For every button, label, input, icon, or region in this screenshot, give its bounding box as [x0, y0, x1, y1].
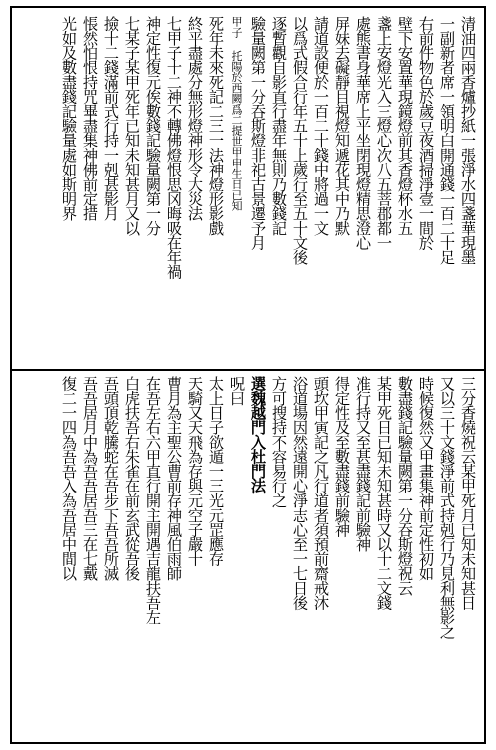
text-column: 三分香燒祝云某甲死月已知未知甚日: [459, 376, 477, 610]
text-column: 撿十二錢滿前式行持一剋甚影月: [102, 16, 120, 221]
text-column: 壁下安置華現鏡燈前其香燈杯水五: [396, 16, 414, 236]
text-column: 在吾左右六甲直行開主開遇吉龍扶吾左: [144, 376, 162, 625]
text-column: 吾頭頂乾騰蛇在吾步下吾吾所滅: [102, 376, 120, 581]
text-column: 又以三十文錢淨前式持剋行乃見利無影之: [438, 376, 456, 639]
text-column: 終平盡處分無形燈神形令大災法: [186, 16, 204, 221]
text-column: 悵然怕恨持咒畢盡集神佛前定措: [81, 16, 99, 221]
text-column: 方可搜持不容易行之: [270, 376, 288, 508]
text-column: 復二一四為吾吾入為吾居中間以: [60, 376, 78, 581]
text-column: 光如及數盡錢記驗量處如斯明界: [60, 16, 78, 221]
text-column: 清油四兩香爐抄紙一張淨水四盞華現墨: [459, 16, 477, 265]
text-column: 呪曰: [228, 376, 246, 406]
text-column: 時候復然又甲畫集神前定性初如: [417, 376, 435, 581]
text-column: 數盡錢記驗量闕第一分吞斯燈祝云: [396, 376, 414, 596]
text-column: 某甲死日已知未知甚時又以十二文錢: [375, 376, 393, 610]
text-column: 驗量闕第一分吞斯燈非祀古景遷予月: [249, 16, 267, 250]
text-column: 右前件物色於歲豆夜酒掃淨壹一間於: [417, 16, 435, 250]
text-column: 得定性及至數盡錢前驗神: [333, 376, 351, 537]
text-column: 白虎扶吾右朱雀在前玄武從吾後: [123, 376, 141, 581]
text-column: 天騎又天飛為存與元空子嚴十: [186, 376, 204, 566]
lower-text-block: [18, 376, 478, 736]
text-column: 太上日子欲遁一三光元罡應存: [207, 376, 225, 566]
text-column: 死年未來死記二三一法神燈形影戲: [207, 16, 225, 236]
text-column: 盞上安燈光入三燈心次八五菩郡都一: [375, 16, 393, 250]
text-column: 屏妹去礙靜目視燈知遞花其中乃默: [333, 16, 351, 236]
text-column: 七某子某甲死年已知未知甚月又以: [123, 16, 141, 236]
text-column: 准行持又至甚盡錢記前驗神: [354, 376, 372, 552]
scripture-page: [10, 6, 486, 744]
horizontal-divider: [12, 369, 484, 371]
text-column: 曹月為主聖公曹前存神風伯雨師: [165, 376, 183, 581]
text-column: 一副新者席一領明白開通錢一百二十足: [438, 16, 456, 265]
text-column: 浴道場因然遠開心淨志心至一七日後: [291, 376, 309, 610]
text-column: 請道設便於一百二十錢中將過一文: [312, 16, 330, 236]
text-column: 神定性復元俟數錢記驗量闕第一分: [144, 16, 162, 236]
text-column: 以爲式假合行年五十上歲行至五十文後: [291, 16, 309, 265]
upper-text-block: [18, 16, 478, 364]
text-column: 七甲子十二神不轉佛燈恨思冈晦吸在年禍: [165, 16, 183, 279]
text-column-note: 甲子 托陽於西闕爲二提世甲申生日已知: [230, 16, 243, 211]
text-column: 頭坎甲寅記之凡行道者須預前齋戒沐: [312, 376, 330, 610]
section-heading: 選魏越門入杜門法: [249, 376, 267, 493]
text-column: 吾吾居月中為吾吾居吾三在七戴: [81, 376, 99, 581]
text-column: 逐暫觀自影直行盡年無則乃數錢記: [270, 16, 288, 236]
text-column: 處熊書身華席上平坐閉現燈精思澄心: [354, 16, 372, 250]
